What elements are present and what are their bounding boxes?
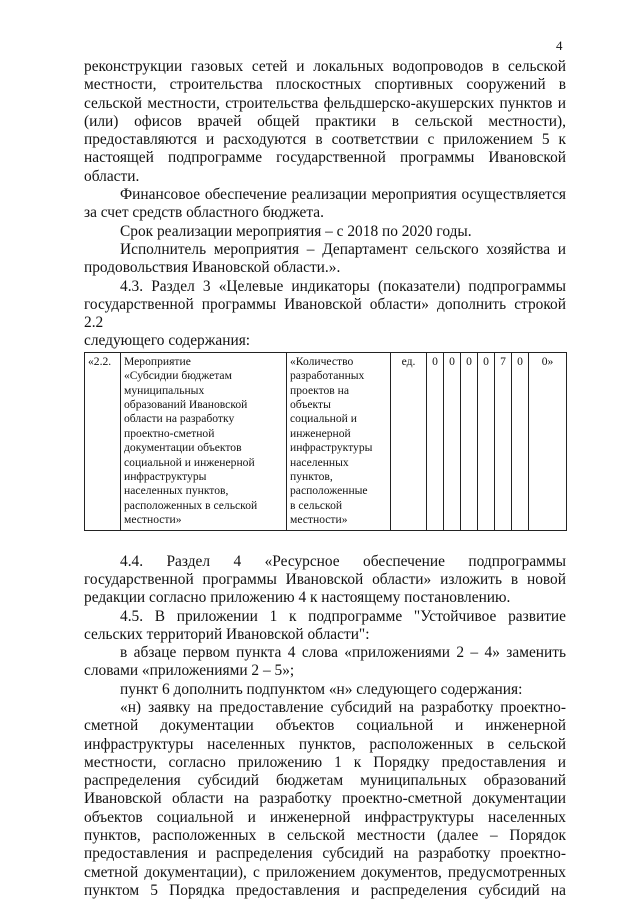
- text-line: пунктом 5 Порядка предоставления и распределения субсидий на: [84, 881, 566, 899]
- text-line: словами «приложениями 2 – 5»;: [84, 662, 295, 680]
- text-line: предоставляются и расходуются в соответствии с приложением 5 к: [84, 131, 566, 149]
- text-line: за счет средств областного бюджета.: [84, 204, 324, 222]
- cell-line: местности»: [124, 513, 182, 527]
- value-cell: 0: [444, 352, 461, 530]
- cell-line: расположенных в сельской: [124, 498, 258, 512]
- row-number-cell: «2.2.: [85, 352, 121, 530]
- cell-line: области на разработку: [124, 412, 235, 426]
- cell-line: инженерной: [290, 426, 351, 440]
- cell-line: местности»: [290, 513, 348, 527]
- indicator-table: [84, 352, 567, 531]
- table-row: [85, 352, 567, 530]
- text-line: Финансовое обеспечение реализации мероприятия осуществляется: [120, 186, 566, 204]
- text-line: объектов социальной и инженерной инфраструктуры населенных: [84, 808, 566, 826]
- text-line: инфраструктуры населенных пунктов, расположенных в сельской: [84, 735, 566, 753]
- text-line: настоящей подпрограмме государственной программы Ивановской: [84, 149, 566, 167]
- value-cell: 0: [512, 352, 529, 530]
- cell-line: проектно-сметной: [124, 426, 215, 440]
- value-cell: 0»: [529, 352, 567, 530]
- text-line: 4.3. Раздел 3 «Целевые индикаторы (показатели) подпрограммы: [120, 277, 566, 295]
- text-line: Срок реализации мероприятия – с 2018 по 2020 годы.: [120, 222, 472, 240]
- text-line: распределения субсидий бюджетам муниципальных образований: [84, 772, 566, 790]
- text-line: следующего содержания:: [84, 332, 251, 350]
- indicator-table-wrap: [84, 352, 566, 531]
- document-body: [84, 58, 566, 900]
- text-line: сметной документации), с приложением документов, предусмотренных: [84, 863, 566, 881]
- text-line: сельской местности, строительства фельдшерско-акушерских пунктов и: [84, 94, 566, 112]
- text-line: Исполнитель мероприятия – Департамент сельского хозяйства и: [120, 240, 566, 258]
- text-line: пункт 6 дополнить подпунктом «н» следующего содержания:: [120, 680, 523, 698]
- text-line: «н) заявку на предоставление субсидий на разработку проектно-: [120, 699, 566, 716]
- indicator-cell: [287, 352, 391, 530]
- cell-line: пунктов,: [290, 470, 333, 483]
- text-line: сметной документации объектов социальной и инженерной: [84, 717, 566, 735]
- text-line: в абзаце первом пункта 4 слова «приложениями 2 – 4» заменить: [120, 644, 566, 662]
- text-line: (или) офисов врачей общей практики в сельской местности),: [84, 112, 566, 130]
- text-line: государственной программы Ивановской области» изложить в новой: [84, 570, 566, 588]
- cell-line: населенных пунктов,: [124, 484, 229, 498]
- text-line: Ивановской области на разработку проектно-сметной документации: [84, 790, 566, 808]
- unit-cell: ед.: [391, 352, 427, 530]
- cell-line: «Субсидии бюджетам: [124, 369, 232, 383]
- cell-line: Мероприятие: [124, 354, 191, 368]
- text-line: местности, согласно приложению 1 к Порядку предоставления и: [84, 753, 566, 771]
- event-cell: [121, 352, 287, 530]
- cell-line: в сельской: [290, 498, 343, 512]
- text-line: местности, строительства плоскостных спортивных сооружений в: [84, 76, 566, 94]
- cell-line: проектов на: [290, 383, 349, 397]
- value-cell: 0: [478, 352, 495, 530]
- cell-line: разработанных: [290, 369, 365, 383]
- text-line: государственной программы Ивановской области» дополнить строкой 2.2: [84, 295, 566, 332]
- cell-line: социальной и инженерной: [124, 455, 255, 469]
- cell-line: инфраструктуры: [124, 470, 207, 483]
- text-line: редакции согласно приложению 4 к настоящему постановлению.: [84, 589, 511, 607]
- value-cell: 0: [427, 352, 444, 530]
- cell-line: расположенные: [290, 484, 368, 498]
- cell-line: «Количество: [290, 354, 354, 368]
- cell-line: объекты: [290, 397, 331, 411]
- text-line: 4.4. Раздел 4 «Ресурсное обеспечение подпрограммы: [120, 552, 566, 570]
- page-number: 4: [556, 38, 563, 53]
- cell-line: муниципальных: [124, 383, 205, 397]
- text-line: продовольствия Ивановской области.».: [84, 259, 341, 277]
- cell-line: документации объектов: [124, 441, 242, 455]
- text-line: 4.5. В приложении 1 к подпрограмме "Устойчивое развитие: [120, 607, 566, 625]
- cell-line: социальной и: [290, 412, 357, 426]
- text-line: реконструкции газовых сетей и локальных водопроводов в сельской: [84, 58, 566, 75]
- cell-line: населенных: [290, 455, 349, 469]
- cell-line: инфраструктуры: [290, 441, 373, 455]
- value-cell: 0: [461, 352, 478, 530]
- text-line: предоставления и распределения субсидий на разработку проектно-: [84, 845, 566, 863]
- value-cell: 7: [495, 352, 512, 530]
- text-line: пунктов, расположенных в сельской местности (далее – Порядок: [84, 827, 566, 845]
- text-line: области.: [84, 167, 140, 185]
- text-line: сельских территорий Ивановской области":: [84, 625, 370, 643]
- cell-line: образований Ивановской: [124, 397, 248, 411]
